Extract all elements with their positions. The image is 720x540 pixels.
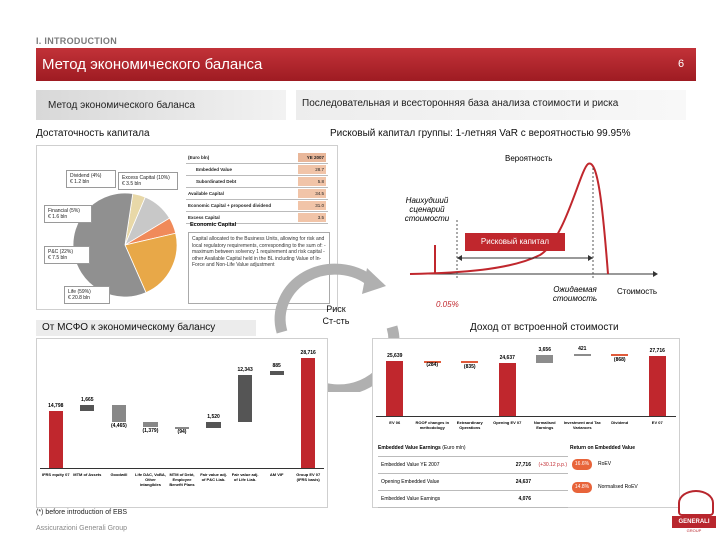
- table-row: Economic Capital + proposed dividend 31.0: [186, 200, 328, 212]
- roev-badge: 16.6%: [572, 459, 592, 470]
- waterfall-category-label: MTM of Debt, Employee Benefit Plans: [169, 472, 195, 487]
- table-row: Embedded Value 28.7: [186, 164, 328, 176]
- waterfall-category-label: Normalised Earnings: [533, 420, 556, 430]
- waterfall-bar: [574, 354, 591, 356]
- waterfall-bar: [649, 356, 666, 416]
- waterfall-value-label: 27,716: [649, 348, 665, 355]
- span-arrow-left: [457, 255, 462, 261]
- waterfall-value-label: (1,379): [142, 428, 159, 435]
- waterfall-value-label: 3,656: [538, 346, 551, 353]
- logo-subtext: GROUP: [686, 528, 702, 533]
- waterfall-category-label: Life DAC, VoBA, Other intangibles: [135, 472, 166, 487]
- waterfall-category-label: ROOF changes in methodology: [415, 420, 450, 430]
- waterfall-value-label: 421: [578, 346, 587, 352]
- waterfall-bar: [461, 361, 478, 363]
- heading-capital-adequacy: Достаточность капитала: [36, 128, 150, 139]
- table-header-label: (Euro bln): [188, 155, 210, 160]
- pie-label-pc: P&C (22%) € 7.5 bln: [44, 246, 90, 264]
- pie-label-dividend: Dividend (4%) € 1.2 bln: [66, 170, 116, 188]
- table-row: Available Capital 34.5: [186, 188, 328, 200]
- waterfall-category-label: IFRS equity 07: [41, 472, 70, 477]
- waterfall-bar: [143, 422, 157, 427]
- ev-table: [378, 456, 568, 508]
- waterfall-value-label: 12,343: [237, 366, 253, 373]
- waterfall-value-label: (868): [613, 356, 626, 363]
- table-header-value: YE 2007: [298, 153, 326, 162]
- logo-text: GENERALI: [672, 516, 716, 528]
- waterfall-value-label: 24,637: [499, 354, 515, 361]
- ev-waterfall-chart: [376, 342, 676, 437]
- waterfall-category-label: Fair value adj. of P&C Liab.: [200, 472, 227, 482]
- waterfall-category-label: Investment and Tax Variances: [563, 420, 601, 430]
- lion-emblem-icon: [678, 490, 714, 516]
- economic-capital-title: Economic Capital: [190, 222, 237, 228]
- company-name: Assicurazioni Generali Group: [36, 525, 128, 532]
- waterfall-category-label: MTM of Assets: [73, 472, 102, 477]
- generali-logo: [672, 490, 716, 536]
- cycle-label-value: Ст-сть: [322, 316, 350, 326]
- risk-capital-label: Рисковый капитал: [480, 237, 550, 246]
- waterfall-bar: [499, 363, 516, 416]
- waterfall-value-label: 25,639: [387, 352, 403, 359]
- heading-ev-income: Доход от встроенной стоимости: [470, 322, 619, 333]
- section-label: I. INTRODUCTION: [36, 36, 117, 46]
- table-row: Excess Capital 3.5: [186, 212, 328, 224]
- cycle-label-risk: Риск: [326, 304, 346, 314]
- waterfall-baseline: [40, 468, 324, 469]
- footnote: (*) before introduction of EBS: [36, 509, 128, 516]
- pie-label-excess: Excess Capital (10%) € 3.5 bln: [118, 172, 178, 190]
- economic-capital-description: Capital allocated to the Business Units, allowing for risk and local regulatory requirements, corresponding to the sum of: - maximum between solvency 1 requirement and risk capital - other Available Capital held in the BL including Value of In-Force and Non-Life Value adjustment: [188, 232, 330, 304]
- waterfall-value-label: 1,520: [207, 413, 220, 420]
- subheader-right: Последовательная и всесторонняя база анализа стоимости и риска: [302, 98, 619, 109]
- waterfall-bar: [49, 411, 63, 468]
- waterfall-value-label: 14,798: [48, 403, 64, 410]
- table-row: Opening Embedded Value 24,637: [378, 473, 568, 490]
- waterfall-bar: [206, 422, 220, 428]
- percentile-label: 0.05%: [436, 300, 459, 309]
- probability-label: Вероятность: [505, 154, 553, 163]
- page-number: 6: [678, 58, 685, 70]
- normalised-roev-label: Normalised RoEV: [598, 484, 638, 490]
- waterfall-value-label: (284): [426, 362, 439, 369]
- pie-label-financial: Financial (5%) € 1.6 bln: [44, 205, 92, 223]
- table-row: Embedded Value Earnings 4,076: [378, 490, 568, 508]
- ev-table-title: Embedded Value Earnings (Euro mln): [378, 445, 466, 451]
- table-row: Subordinated Debt 5.8: [186, 176, 328, 188]
- waterfall-value-label: (4,465): [110, 423, 127, 430]
- return-title: Return on Embedded Value: [570, 445, 636, 451]
- waterfall-category-label: Fair value adj. of Life Liab.: [231, 472, 259, 482]
- waterfall-bar: [270, 371, 284, 374]
- expected-value-label: Ожидаемая стоимость: [552, 285, 598, 303]
- waterfall-value-label: (835): [463, 364, 476, 371]
- worst-case-label: Наихудший сценарий стоимости: [404, 196, 450, 223]
- value-axis-label: Стоимость: [617, 287, 658, 296]
- waterfall-bar: [536, 355, 553, 363]
- waterfall-category-label: Dividend: [611, 420, 629, 425]
- ifrs-waterfall-chart: [40, 344, 324, 504]
- table-row: Embedded Value YE 2007 27,716 (+30.12 p.p.): [378, 456, 568, 473]
- capital-table: [186, 152, 328, 224]
- waterfall-bar: [80, 405, 94, 411]
- normalised-roev-badge: 14.8%: [572, 482, 592, 493]
- waterfall-value-label: (94): [177, 428, 187, 435]
- span-arrow-right: [588, 255, 593, 261]
- roev-label: RoEV: [598, 461, 612, 467]
- page-title: Метод экономического баланса: [42, 56, 263, 73]
- waterfall-bar: [238, 375, 252, 422]
- waterfall-bar: [386, 361, 403, 416]
- waterfall-bar: [112, 405, 126, 422]
- waterfall-category-label: Group EV 07 (IFRS basis): [296, 472, 321, 482]
- waterfall-value-label: 885: [272, 363, 281, 370]
- heading-risk-capital: Рисковый капитал группы: 1-летняя VaR с вероятностью 99.95%: [330, 128, 631, 139]
- waterfall-category-label: EV 06: [389, 420, 401, 425]
- waterfall-category-label: Opening EV 07: [493, 420, 522, 425]
- waterfall-category-label: Extraordinary Operations: [456, 420, 483, 430]
- waterfall-category-label: Goodwill: [110, 472, 128, 477]
- pie-label-life: Life (59%) € 20.8 bln: [64, 286, 110, 304]
- capital-table-header: [186, 152, 328, 164]
- waterfall-value-label: 1,665: [81, 396, 94, 403]
- waterfall-baseline: [376, 416, 676, 417]
- axis-arrow: [653, 271, 658, 277]
- waterfall-category-label: AM VIF: [269, 472, 284, 477]
- waterfall-value-label: 28,716: [300, 350, 316, 356]
- subheader-left: Метод экономического баланса: [48, 100, 195, 111]
- waterfall-category-label: EV 07: [651, 420, 663, 425]
- waterfall-bar: [611, 354, 628, 356]
- waterfall-bar: [301, 358, 315, 468]
- heading-ifrs-to-ebs: От МСФО к экономическому балансу: [42, 322, 216, 333]
